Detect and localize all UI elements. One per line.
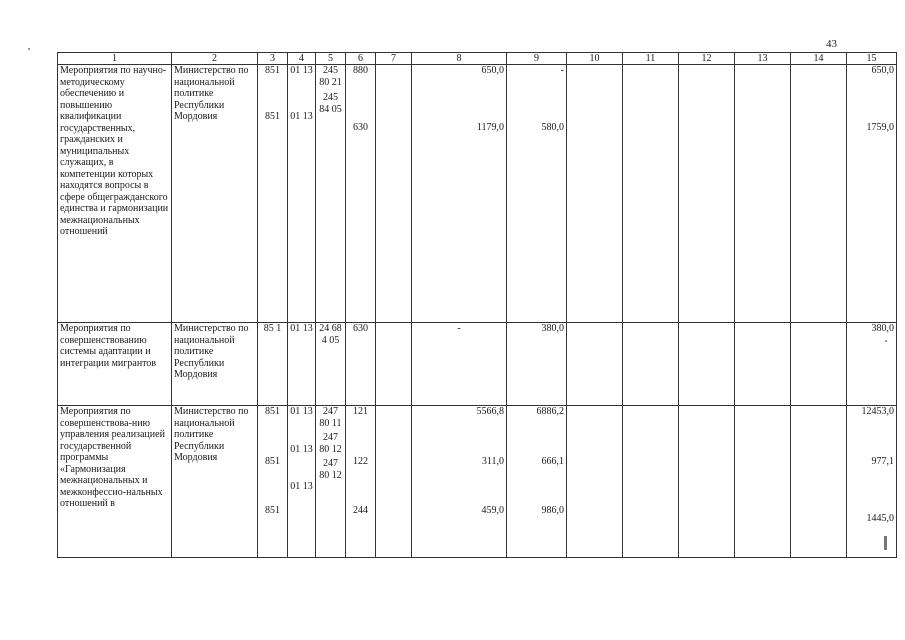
column-header: 11: [623, 53, 679, 65]
amount-col9: 6886,2: [536, 406, 564, 417]
section-code: 01 13: [290, 110, 313, 122]
amount-col8: 5566,8: [476, 406, 504, 417]
amount-total: 12453,0: [861, 406, 894, 417]
grbs-code: 85 1: [263, 323, 282, 334]
amount-total: 650,0: [871, 65, 894, 76]
header-row: [58, 53, 897, 65]
column-header: 13: [735, 53, 791, 65]
amount-col9: 580,0: [541, 121, 564, 133]
section-code: 01 13: [290, 481, 313, 492]
column-header: 3: [258, 53, 288, 65]
expense-type-code: 880: [353, 65, 368, 76]
amount-col8: 459,0: [481, 505, 504, 516]
section-code: 01 13: [290, 323, 313, 334]
section-code: 01 13: [290, 406, 313, 417]
amount-col9: 666,1: [541, 455, 564, 467]
amount-total: 977,1: [871, 455, 894, 467]
column-header: 6: [346, 53, 376, 65]
target-code: 245 80 21: [319, 65, 342, 88]
ministry-name: Министерство по национальной политике Республики Мордовия: [174, 65, 249, 122]
column-header: 10: [567, 53, 623, 65]
amount-total: 1759,0: [866, 121, 894, 133]
table-row: [58, 323, 897, 406]
grbs-code: 851: [265, 455, 280, 467]
grbs-code: 851: [265, 65, 280, 76]
page-number: 43: [826, 38, 837, 50]
target-code: 245 84 05: [319, 92, 342, 115]
column-header: 15: [847, 53, 897, 65]
ministry-cell: [172, 323, 258, 406]
target-code: 247 80 12: [319, 432, 342, 455]
activity-name-cell: [58, 323, 172, 406]
ministry-cell: [172, 65, 258, 323]
budget-table: [57, 52, 897, 558]
section-code: 01 13: [290, 65, 313, 76]
grbs-code: 851: [265, 110, 280, 122]
ministry-name: Министерство по национальной политике Республики Мордовия: [174, 406, 249, 463]
grbs-code: 851: [265, 406, 280, 417]
ministry-cell: [172, 406, 258, 558]
column-header: 4: [288, 53, 316, 65]
amount-col9: -: [560, 65, 564, 76]
table-row: [58, 65, 897, 323]
expense-type-code: 630: [353, 323, 368, 334]
amount-total: 380,0: [871, 323, 894, 334]
target-code: 24 68 4 05: [319, 323, 342, 346]
target-code: 247 80 11: [319, 406, 342, 429]
table-row: [58, 406, 897, 558]
amount-total: 1445,0: [866, 513, 894, 524]
column-header: 12: [679, 53, 735, 65]
scan-artifact: [885, 340, 887, 342]
activity-name-cell: [58, 65, 172, 323]
column-header: 2: [172, 53, 258, 65]
scan-artifact: [28, 48, 30, 50]
column-header: 8: [412, 53, 507, 65]
expense-type-code: 244: [353, 505, 368, 516]
ministry-name: Министерство по национальной политике Республики Мордовия: [174, 323, 249, 380]
amount-col8: 650,0: [481, 65, 504, 76]
column-header: 14: [791, 53, 847, 65]
column-header: 7: [376, 53, 412, 65]
activity-name: Мероприятия по совершенствова-нию управления реализацией государственной программы «Гармонизация межнациональных и межконфессио-нальных отношений в: [60, 406, 165, 509]
scan-artifact: [884, 536, 887, 550]
expense-type-code: 121: [353, 406, 368, 417]
amount-col9: 380,0: [541, 323, 564, 334]
activity-name-cell: [58, 406, 172, 558]
expense-type-code: 630: [353, 121, 368, 133]
activity-name: Мероприятия по научно-методическому обеспечению и повышению квалификации государственных, гражданских и муниципальных служащих, в компетенции которых находятся вопросы в сфере общегражданского единства и гармонизации межнациональных отношений: [60, 65, 169, 237]
column-header: 5: [316, 53, 346, 65]
target-code: 247 80 12: [319, 458, 342, 481]
section-code: 01 13: [290, 443, 313, 455]
grbs-code: 851: [265, 505, 280, 516]
amount-col9: 986,0: [541, 505, 564, 516]
expense-type-code: 122: [353, 455, 368, 467]
amount-col8: 311,0: [481, 455, 504, 467]
activity-name: Мероприятия по совершенствованию системы адаптации и интеграции мигрантов: [60, 323, 157, 369]
column-header: 1: [58, 53, 172, 65]
column-header: 9: [507, 53, 567, 65]
amount-col8: 1179,0: [476, 121, 504, 133]
amount-col8: -: [457, 323, 461, 334]
